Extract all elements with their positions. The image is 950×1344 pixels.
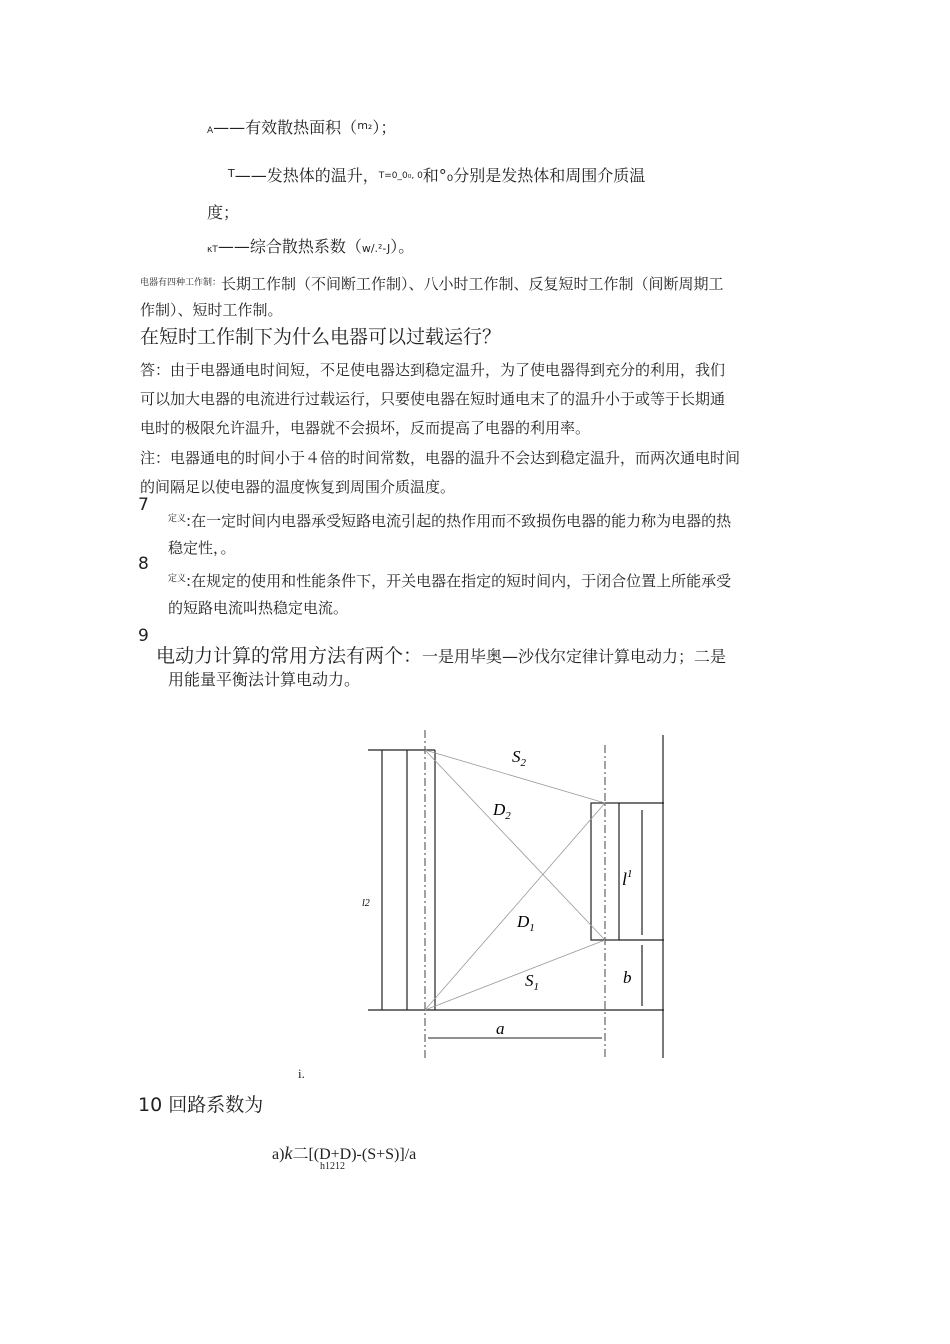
item-number-8: 8: [138, 554, 149, 574]
def-text: :在一定时间内电器承受短路电流引起的热作用而不致损伤电器的能力称为电器的热: [186, 512, 732, 530]
question-heading: 在短时工作制下为什么电器可以过载运行？: [140, 326, 502, 348]
line-S1: [425, 940, 605, 1010]
line-D2: [425, 750, 605, 940]
label-S2: $S_2$: [512, 747, 526, 769]
label-l2: l2: [362, 898, 370, 909]
def-text: :在规定的使用和性能条件下，开关电器在指定的短时间内，于闭合位置上所能承受: [186, 572, 732, 590]
label-l1: $l^1$: [622, 868, 633, 889]
line-area: [207, 118, 396, 139]
section-9-rest: 一是用毕奥—沙伐尔定律计算电动力；二是: [422, 647, 727, 666]
text: ——综合散热系数（: [217, 237, 362, 256]
text: 长期工作制（不间断工作制）、八小时工作制、反复短时工作制（间断周期工: [221, 275, 724, 293]
text-rest: 和°₀分别是发热体和周围介质温: [422, 166, 646, 185]
item-number-7: 7: [138, 495, 149, 515]
formula: T=0_0₀, 0: [378, 171, 423, 181]
unit: w/.²-J: [361, 242, 391, 255]
item-number-9: 9: [138, 626, 149, 646]
line-degree: 度；: [207, 203, 240, 222]
conductor-diagram: [360, 730, 670, 1065]
answer-line-1: 答：由于电器通电时间短，不足使电器达到稳定温升，为了使电器得到充分的利用，我们: [140, 361, 726, 379]
text: ——发热体的温升，: [234, 166, 379, 185]
prefix: κT: [207, 245, 218, 255]
section-9-cont: 用能量平衡法计算电动力。: [168, 670, 361, 689]
line-work-modes: [140, 276, 724, 292]
section-9-big: 电动力计算的常用方法有两个：: [156, 645, 423, 667]
answer-line-2: 可以加大电器的电流进行过载运行，只要使电器在短时通电末了的温升小于或等于长期通: [140, 390, 726, 408]
line-D1: [425, 803, 605, 1010]
def-label: 定义: [168, 514, 187, 524]
formula-prefix: a): [272, 1146, 285, 1163]
label-S1: $S_1$: [525, 971, 539, 993]
definition-8-cont: 的短路电流叫热稳定电流。: [168, 599, 349, 617]
unit: m₂: [357, 119, 373, 132]
line-work-modes-2: 作制）、短时工作制。: [140, 301, 283, 319]
text-end: ）。: [390, 237, 415, 256]
def-label: 定义: [168, 574, 187, 584]
text: ——有效散热面积（: [213, 118, 358, 137]
answer-line-3: 电时的极限允许温升，电器就不会损坏，反而提高了电器的利用率。: [140, 419, 591, 437]
text-end: ）；: [372, 118, 397, 137]
formula-k: k: [284, 1143, 293, 1163]
definition-8: [168, 572, 731, 589]
formula-body: 二[(D+D)-(S+S)]/a: [292, 1146, 417, 1163]
definition-7: [168, 512, 731, 529]
right-conductor: [591, 803, 619, 940]
line-temp-rise: [228, 166, 645, 184]
small-label: 电器有四种工作制：: [140, 278, 222, 288]
label-D1: $D_1$: [517, 912, 535, 934]
note-line-1: 注：电器通电的时间小于４倍的时间常数，电器的温升不会达到稳定温升，而两次通电时间: [140, 449, 741, 467]
formula-subscripts: h1212: [320, 1161, 345, 1172]
label-a: a: [496, 1019, 505, 1038]
prefix: T: [228, 167, 235, 180]
section-9: [156, 641, 726, 668]
prefix: A: [207, 126, 214, 136]
note-line-2: 的间隔足以使电器的温度恢复到周围介质温度。: [140, 478, 456, 496]
figure-caption: i.: [298, 1066, 305, 1081]
definition-7-cont: 稳定性，。: [168, 539, 236, 557]
label-b: b: [623, 968, 632, 987]
label-D2: $D_2$: [493, 800, 511, 822]
section-10-heading: 10 回路系数为: [138, 1094, 264, 1116]
line-coefficient: [207, 239, 414, 258]
